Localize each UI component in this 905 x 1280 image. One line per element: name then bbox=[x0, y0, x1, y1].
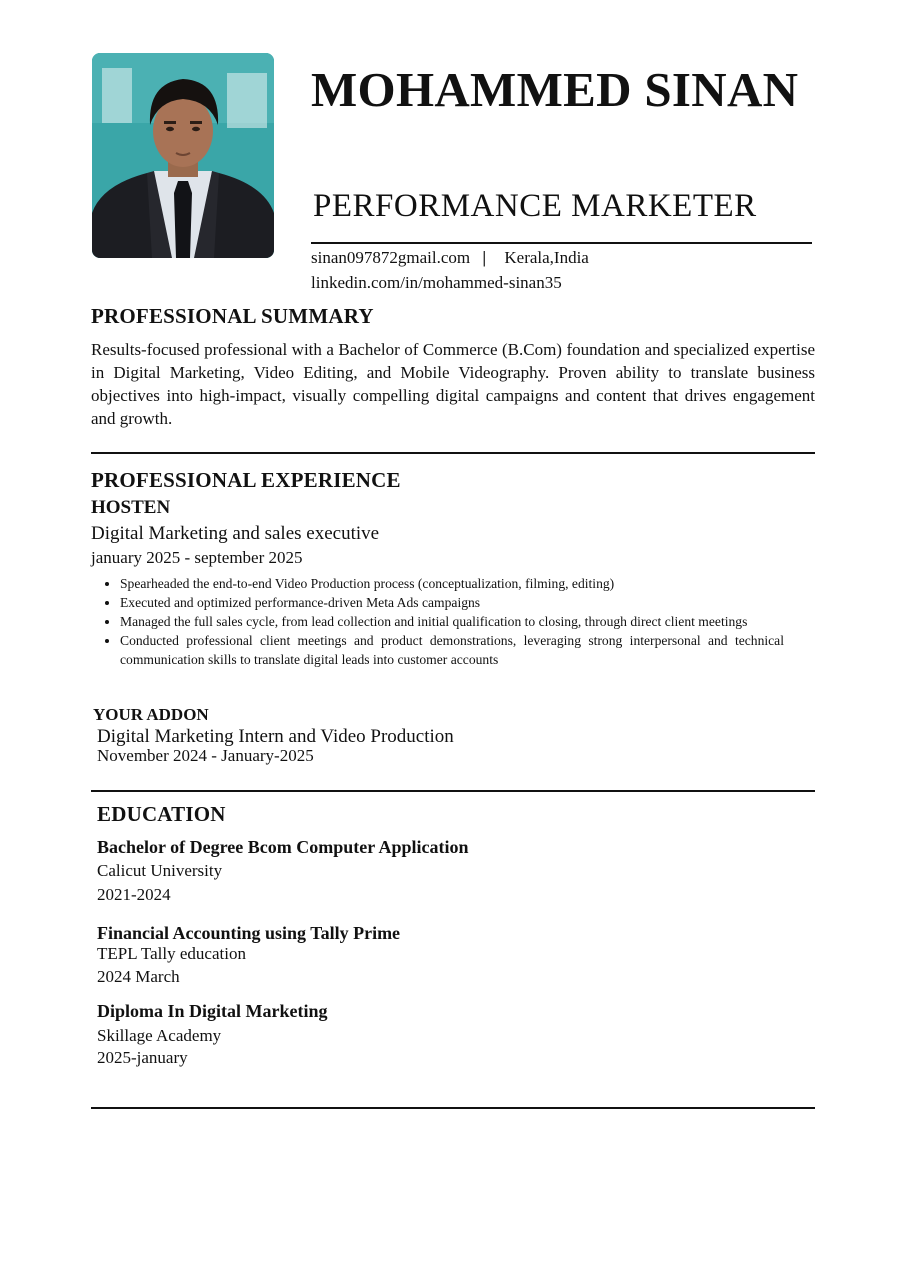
company-name: YOUR ADDON bbox=[93, 705, 209, 724]
education-year: 2021-2024 bbox=[97, 885, 171, 904]
linkedin-url: linkedin.com/in/mohammed-sinan35 bbox=[311, 273, 562, 292]
summary-heading: PROFESSIONAL SUMMARY bbox=[91, 304, 374, 328]
section-divider bbox=[91, 1107, 815, 1109]
company-name: HOSTEN bbox=[91, 497, 171, 518]
profile-photo-illustration bbox=[92, 53, 274, 258]
education-institution: Calicut University bbox=[97, 861, 223, 880]
education-degree: Bachelor of Degree Bcom Computer Application bbox=[97, 837, 469, 857]
contact-separator: | bbox=[482, 248, 487, 267]
job-dates: january 2025 - september 2025 bbox=[91, 548, 303, 567]
job-bullets bbox=[102, 574, 784, 669]
candidate-name: MOHAMMED SINAN bbox=[311, 62, 799, 117]
job-title: PERFORMANCE MARKETER bbox=[313, 188, 757, 224]
job-dates: November 2024 - January-2025 bbox=[97, 746, 314, 765]
profile-photo bbox=[92, 53, 274, 258]
job-bullet: • Executed and optimized performance-driven Meta Ads campaigns bbox=[120, 593, 784, 612]
section-divider bbox=[91, 790, 815, 792]
contact-line bbox=[311, 247, 589, 269]
education-institution: Skillage Academy bbox=[97, 1026, 222, 1045]
location: Kerala,India bbox=[504, 248, 589, 267]
education-degree: Diploma In Digital Marketing bbox=[97, 1001, 328, 1021]
job-position: Digital Marketing Intern and Video Production bbox=[97, 726, 454, 747]
education-heading: EDUCATION bbox=[97, 802, 226, 826]
header-divider bbox=[311, 242, 812, 244]
education-degree: Financial Accounting using Tally Prime bbox=[97, 923, 401, 943]
section-divider bbox=[91, 452, 815, 454]
email: sinan097872gmail.com bbox=[311, 248, 471, 267]
job-bullet: • Spearheaded the end-to-end Video Production process (conceptualization, filming, editing) bbox=[120, 574, 784, 593]
education-year: 2024 March bbox=[97, 967, 180, 986]
summary-text: Results-focused professional with a Bachelor of Commerce (B.Com) foundation and specialized expertise in Digital Marketing, Video Editing, and Mobile Videography. Proven ability to translate business objectives into high-impact, visually compelling digital campaigns and content that drives engagement and growth. bbox=[91, 340, 815, 428]
education-institution: TEPL Tally education bbox=[97, 944, 246, 963]
job-bullet: • Managed the full sales cycle, from lead collection and initial qualification to closing, through direct client meetings bbox=[120, 612, 784, 631]
experience-heading: PROFESSIONAL EXPERIENCE bbox=[91, 468, 401, 492]
education-year: 2025-january bbox=[97, 1048, 188, 1067]
job-bullet: • Conducted professional client meetings and product demonstrations, leveraging strong interpersonal and technical communication skills to translate digital leads into customer accounts bbox=[120, 631, 784, 669]
job-position: Digital Marketing and sales executive bbox=[91, 523, 380, 544]
